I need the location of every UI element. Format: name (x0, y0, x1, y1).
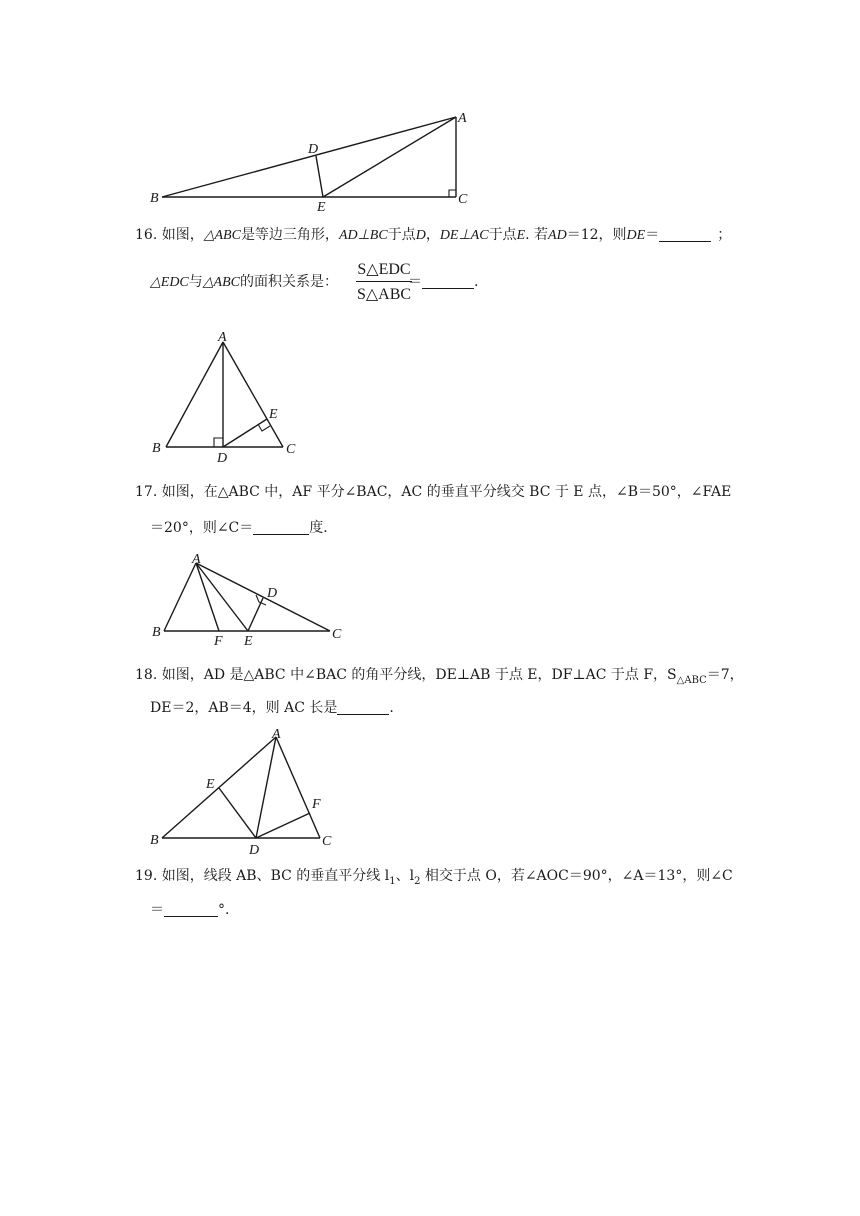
q19-text: 、l (395, 868, 415, 884)
q17-number: 17. (135, 484, 158, 500)
figure-q17 (148, 550, 358, 650)
figure-q17-svg (148, 550, 358, 650)
q19-line2 (150, 900, 229, 920)
q16-text: 与 (188, 274, 203, 290)
q19-text: ＝ (150, 902, 164, 918)
q16-text: ＝ (645, 227, 660, 243)
label-A: A (192, 552, 201, 567)
label-E: E (317, 200, 326, 215)
q19-subscript: 2 (414, 875, 421, 887)
q16-text: DE⊥AC (439, 228, 489, 243)
q16-text: 如图， (161, 227, 204, 243)
segment-DE (223, 419, 267, 447)
q19-text: °. (218, 902, 230, 918)
segment-AC (276, 737, 320, 838)
label-A: A (218, 330, 227, 345)
right-angle-mark-C (449, 190, 456, 197)
label-D: D (249, 843, 260, 858)
label-E: E (244, 634, 253, 649)
figure-q15 (140, 105, 480, 215)
q16-text: . (474, 274, 479, 290)
label-F: F (312, 797, 321, 812)
segment-AE (196, 563, 248, 631)
q18-line1 (135, 665, 744, 691)
right-angle-mark-D (214, 438, 223, 447)
answer-blank[interactable] (164, 901, 218, 917)
figure-q16 (148, 330, 308, 465)
label-B: B (150, 833, 159, 848)
label-F: F (214, 634, 223, 649)
q16-line2 (150, 272, 338, 293)
segment-DE (316, 156, 323, 197)
q16-text: ； (717, 227, 732, 243)
q16-text: DE (626, 228, 646, 243)
label-E: E (269, 407, 278, 422)
q16-line1 (135, 225, 731, 246)
q18-text: . (389, 700, 394, 716)
q18-text: 如图，AD 是△ABC 中∠BAC 的角平分线，DE⊥AB 于点 E，DF⊥AC 于点 F，S (161, 667, 677, 683)
q16-text: D (415, 228, 426, 243)
figure-q18-svg (148, 725, 348, 860)
q19-text: 如图，线段 AB、BC 的垂直平分线 l (161, 868, 390, 884)
q17-text: 如图，在△ABC 中，AF 平分∠BAC，AC 的垂直平分线交 BC 于 E 点，∠B＝50°，∠FAE (161, 484, 732, 500)
label-B: B (152, 441, 161, 456)
answer-blank[interactable] (422, 273, 474, 289)
label-C: C (286, 442, 296, 457)
label-D: D (267, 586, 278, 601)
label-A: A (458, 111, 467, 126)
q17-line2 (150, 518, 328, 538)
label-B: B (150, 191, 159, 206)
segment-DE (219, 788, 256, 838)
segment-AC (223, 342, 283, 447)
q16-text: △ABC (202, 275, 240, 290)
q16-text: 是等边三角形， (240, 227, 339, 243)
q19-number: 19. (135, 868, 158, 884)
q16-text: 于点 (488, 227, 517, 243)
label-B: B (152, 625, 161, 640)
q16-text: . 若 (525, 227, 549, 243)
q19-line1 (135, 866, 733, 892)
q16-number: 16. (135, 227, 158, 243)
q16-line2-answer (408, 272, 478, 292)
q18-line2 (150, 698, 394, 718)
segment-AB (164, 563, 196, 631)
q16-text: AD (548, 228, 567, 243)
q18-number: 18. (135, 667, 158, 683)
label-D: D (308, 142, 319, 157)
q16-text: △EDC (150, 275, 189, 290)
label-C: C (458, 192, 468, 207)
q16-text: ＝ (408, 274, 422, 290)
q16-text: 于点 (387, 227, 416, 243)
q19-text: 相交于点 O，若∠AOC＝90°，∠A＝13°，则∠C (420, 868, 733, 884)
segment-DF (256, 813, 310, 838)
q18-text: ＝7， (706, 667, 744, 683)
q16-text: △ABC (203, 228, 241, 243)
label-E: E (206, 777, 215, 792)
fraction-denominator: S△ABC (356, 286, 412, 303)
q16-text: AD⊥BC (338, 228, 388, 243)
answer-blank[interactable] (659, 226, 711, 242)
q19-subscript: 1 (389, 875, 396, 887)
figure-q18 (148, 725, 348, 860)
segment-BA (162, 117, 456, 197)
segment-AB (166, 342, 223, 447)
q17-line1 (135, 482, 731, 502)
figure-q16-svg (148, 330, 308, 465)
label-C: C (332, 627, 342, 642)
fraction-bar (356, 281, 412, 282)
q16-text: ＝12，则 (566, 227, 627, 243)
q16-text: E (516, 228, 526, 243)
right-angle-mark-E (258, 424, 270, 431)
fraction-numerator: S△EDC (357, 261, 411, 278)
figure-q15-svg (140, 105, 480, 215)
segment-EA (323, 117, 456, 197)
label-A: A (272, 727, 281, 742)
q18-subscript: △ABC (676, 674, 707, 686)
answer-blank[interactable] (253, 519, 309, 535)
q16-text: ， (425, 227, 440, 243)
answer-blank[interactable] (337, 699, 389, 715)
label-D: D (217, 451, 228, 466)
q17-text: 度. (309, 520, 328, 536)
q17-text: ＝20°，则∠C＝ (150, 520, 254, 536)
area-ratio-fraction (356, 259, 412, 304)
q18-text: DE＝2，AB＝4，则 AC 长是 (150, 700, 338, 716)
label-C: C (322, 834, 332, 849)
q16-text: 的面积关系是： (240, 274, 338, 290)
